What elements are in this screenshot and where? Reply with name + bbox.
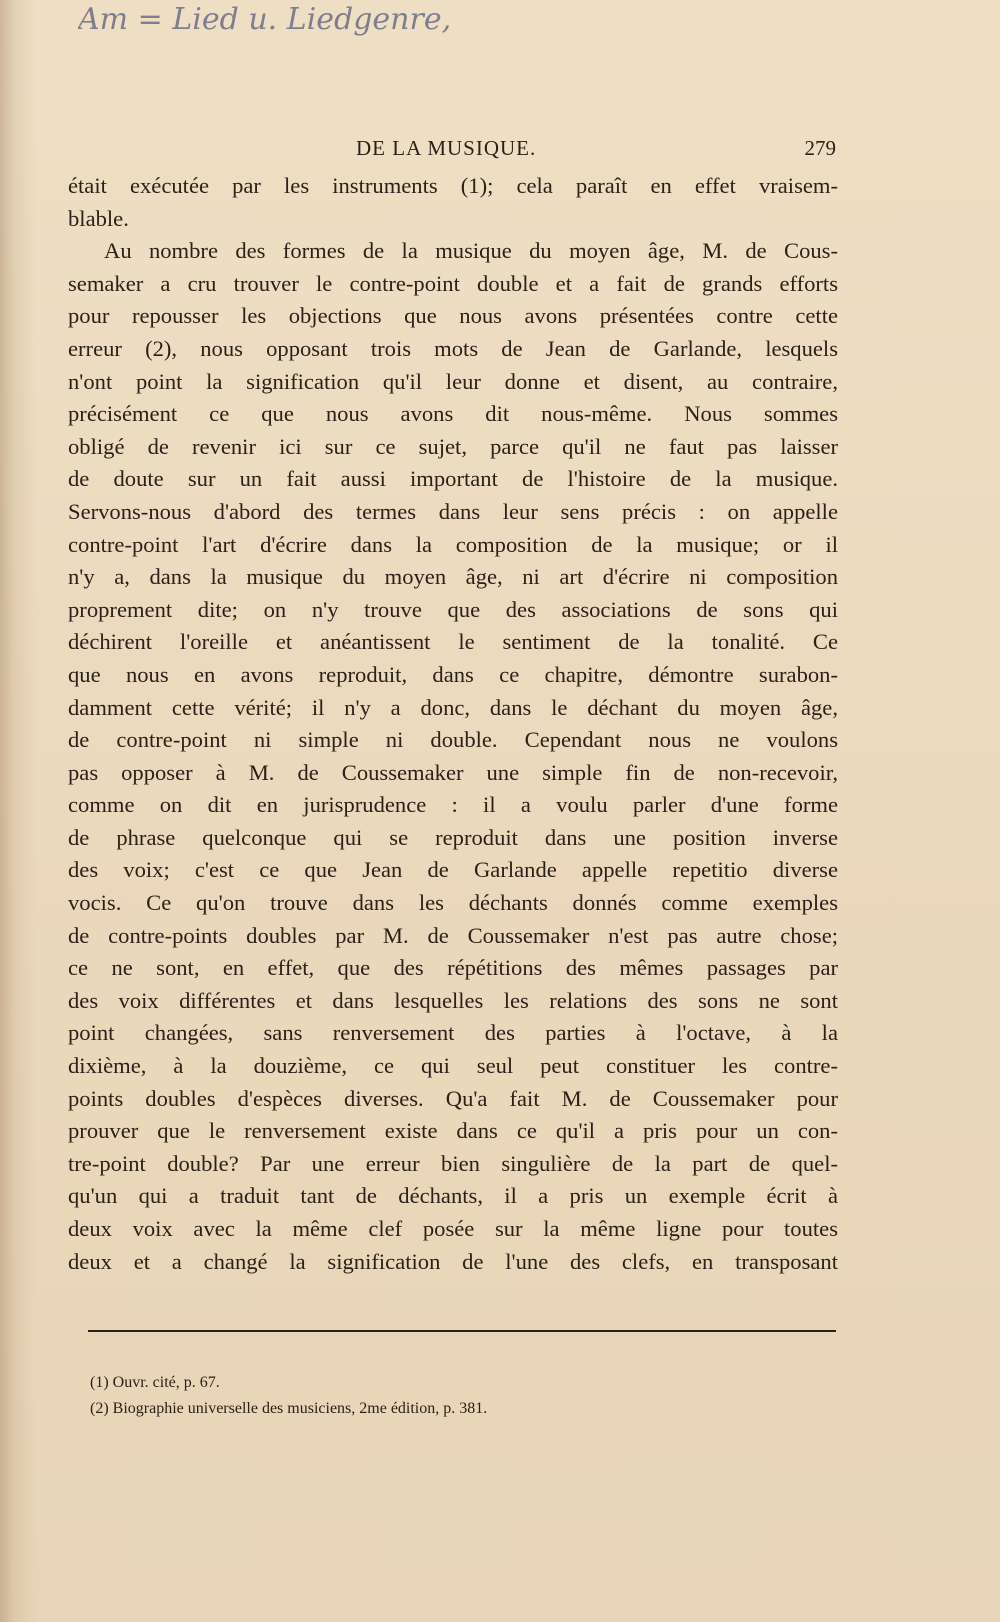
text-line: contre-point l'art d'écrire dans la composition de la musique; or il [68,531,838,557]
text-line: ce ne sont, en effet, que des répétitions des mêmes passages par [68,955,838,981]
text-line: que nous en avons reproduit, dans ce chapitre, démontre surabon- [68,661,838,687]
text-line: tre-point double? Par une erreur bien singulière de la part de quel- [68,1150,838,1176]
text-line: Au nombre des formes de la musique du moyen âge, M. de Cous- [104,238,838,264]
footnote-divider [88,1330,836,1332]
running-title: DE LA MUSIQUE. [356,136,537,160]
text-line: Servons-nous d'abord des termes dans leur sens précis : on appelle [68,498,838,524]
text-line: pas opposer à M. de Coussemaker une simple fin de non-recevoir, [68,759,838,785]
text-line: qu'un qui a traduit tant de déchants, il a pris un exemple écrit à [68,1183,838,1209]
text-line: damment cette vérité; il n'y a donc, dans le déchant du moyen âge, [68,694,838,720]
text-line: de doute sur un fait aussi important de l'histoire de la musique. [68,466,838,492]
text-line: deux et a changé la signification de l'une des clefs, en transposant [68,1248,838,1274]
page-number: 279 [804,136,836,160]
text-line: n'y a, dans la musique du moyen âge, ni art d'écrire ni composition [68,564,838,590]
text-line: blable. [68,205,129,231]
text-line: points doubles d'espèces diverses. Qu'a fait M. de Coussemaker pour [68,1085,838,1111]
text-line: obligé de revenir ici sur ce sujet, parce qu'il ne faut pas laisser [68,433,838,459]
text-line: comme on dit en jurisprudence : il a voulu parler d'une forme [68,792,838,818]
text-line: point changées, sans renversement des parties à l'octave, à la [68,1020,838,1046]
text-line: semaker a cru trouver le contre-point double et a fait de grands efforts [68,270,838,296]
footnote: (2) Biographie universelle des musiciens, 2me édition, p. 381. [90,1400,488,1417]
text-line: proprement dite; on n'y trouve que des associations de sons qui [68,596,838,622]
text-line: de contre-points doubles par M. de Coussemaker n'est pas autre chose; [68,922,838,948]
text-line: de phrase quelconque qui se reproduit dans une position inverse [68,824,838,850]
text-line: des voix; c'est ce que Jean de Garlande appelle repetitio diverse [68,857,838,883]
text-line: deux voix avec la même clef posée sur la même ligne pour toutes [68,1216,838,1241]
text-line: des voix différentes et dans lesquelles les relations des sons ne sont [68,987,838,1013]
footnote: (1) Ouvr. cité, p. 67. [90,1374,220,1391]
handwritten-annotation: Am = Lied u. Liedgenre, [78,2,452,37]
footnotes [90,1370,790,1422]
text-line: de contre-point ni simple ni double. Cependant nous ne voulons [68,727,838,753]
text-line: vocis. Ce qu'on trouve dans les déchants donnés comme exemples [68,890,838,916]
text-line: pour repousser les objections que nous avons présentées contre cette [68,303,838,329]
text-line: erreur (2), nous opposant trois mots de Jean de Garlande, lesquels [68,335,838,361]
page-header [66,136,836,166]
text-line: prouver que le renversement existe dans ce qu'il a pris pour un con- [68,1118,838,1144]
text-line: dixième, à la douzième, ce qui seul peut constituer les contre- [68,1053,838,1079]
body-text [68,170,838,1278]
text-line: était exécutée par les instruments (1); cela paraît en effet vraisem- [68,173,838,198]
text-line: n'ont point la signification qu'il leur donne et disent, au contraire, [68,368,838,394]
text-line: précisément ce que nous avons dit nous-même. Nous sommes [68,401,838,427]
text-line: déchirent l'oreille et anéantissent le sentiment de la tonalité. Ce [68,629,838,655]
